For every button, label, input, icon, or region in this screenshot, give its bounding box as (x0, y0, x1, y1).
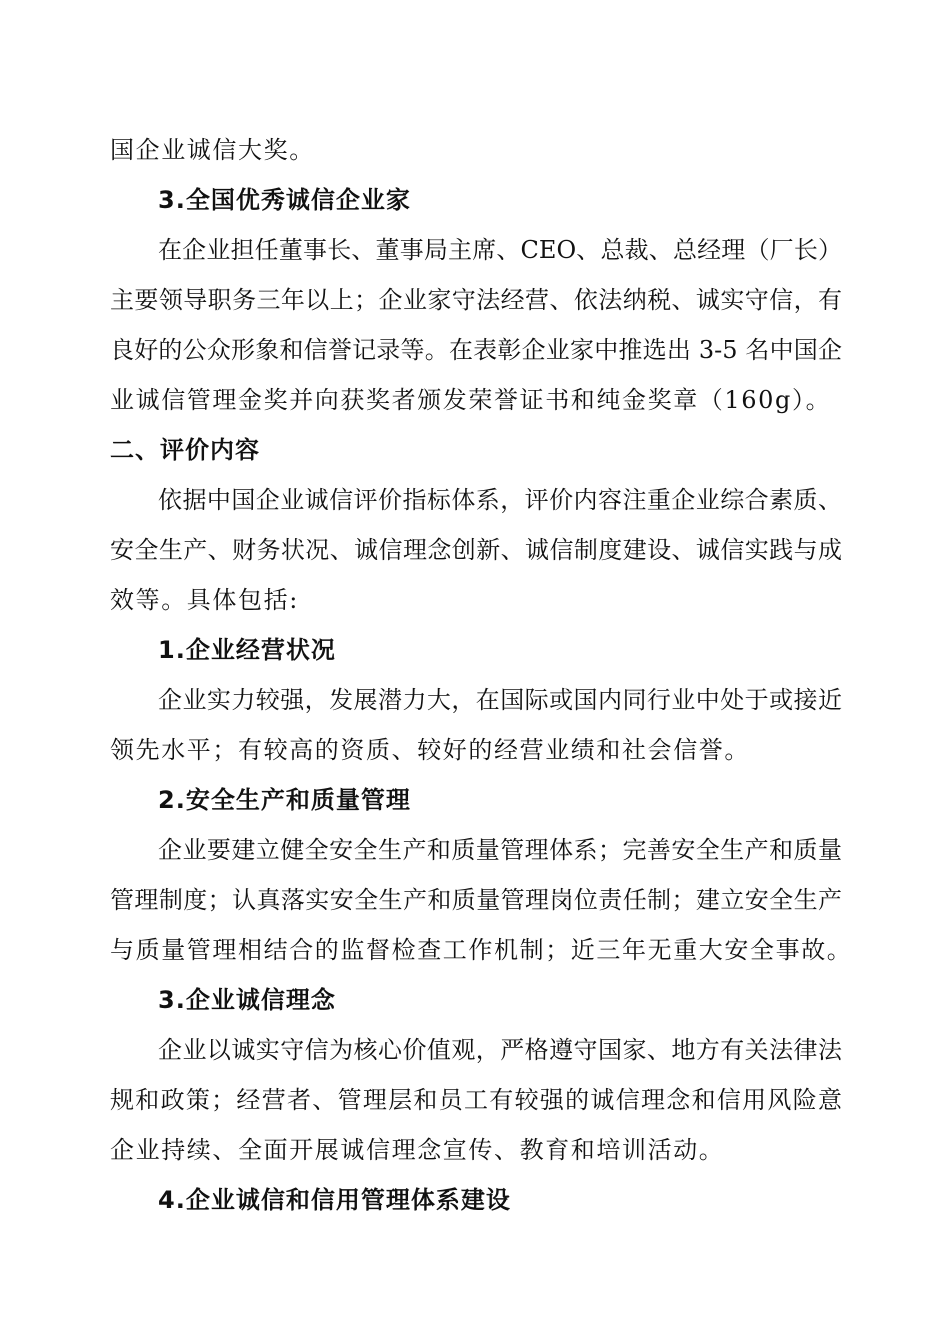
text-line: 国企业诚信大奖。 (110, 136, 315, 164)
section-heading: 3.企业诚信理念 (158, 986, 336, 1014)
text-line: 在企业担任董事长、董事局主席、CEO、总裁、总经理（厂长） (158, 236, 842, 264)
text-line: 效等。具体包括: (110, 586, 299, 614)
text-line: 良好的公众形象和信誉记录等。在表彰企业家中推选出 3-5 名中国企 (110, 336, 842, 364)
text-line: 规和政策；经营者、管理层和员工有较强的诚信理念和信用风险意 (110, 1086, 842, 1114)
section-heading: 1.企业经营状况 (158, 636, 336, 664)
text-line: 企业实力较强，发展潜力大，在国际或国内同行业中处于或接近 (158, 686, 842, 714)
section-heading: 3.全国优秀诚信企业家 (158, 186, 411, 214)
section-heading: 2.安全生产和质量管理 (158, 786, 411, 814)
text-line: 主要领导职务三年以上；企业家守法经营、依法纳税、诚实守信，有 (110, 286, 842, 314)
text-line: 安全生产、财务状况、诚信理念创新、诚信制度建设、诚信实践与成 (110, 536, 842, 564)
text-line: 领先水平；有较高的资质、较好的经营业绩和社会信誉。 (110, 736, 750, 764)
chapter-heading: 二、评价内容 (110, 436, 260, 464)
document-page (110, 125, 853, 1225)
text-line: 与质量管理相结合的监督检查工作机制；近三年无重大安全事故。 (110, 936, 853, 964)
text-line: 业诚信管理金奖并向获奖者颁发荣誉证书和纯金奖章（160g）。 (110, 386, 832, 414)
text-line: 企业要建立健全安全生产和质量管理体系；完善安全生产和质量 (158, 836, 842, 864)
text-line: 依据中国企业诚信评价指标体系，评价内容注重企业综合素质、 (158, 486, 842, 514)
section-heading: 4.企业诚信和信用管理体系建设 (158, 1186, 511, 1214)
text-line: 企业以诚实守信为核心价值观，严格遵守国家、地方有关法律法 (158, 1036, 842, 1064)
text-line: 管理制度；认真落实安全生产和质量管理岗位责任制；建立安全生产 (110, 886, 842, 914)
text-line: 企业持续、全面开展诚信理念宣传、教育和培训活动。 (110, 1136, 725, 1164)
